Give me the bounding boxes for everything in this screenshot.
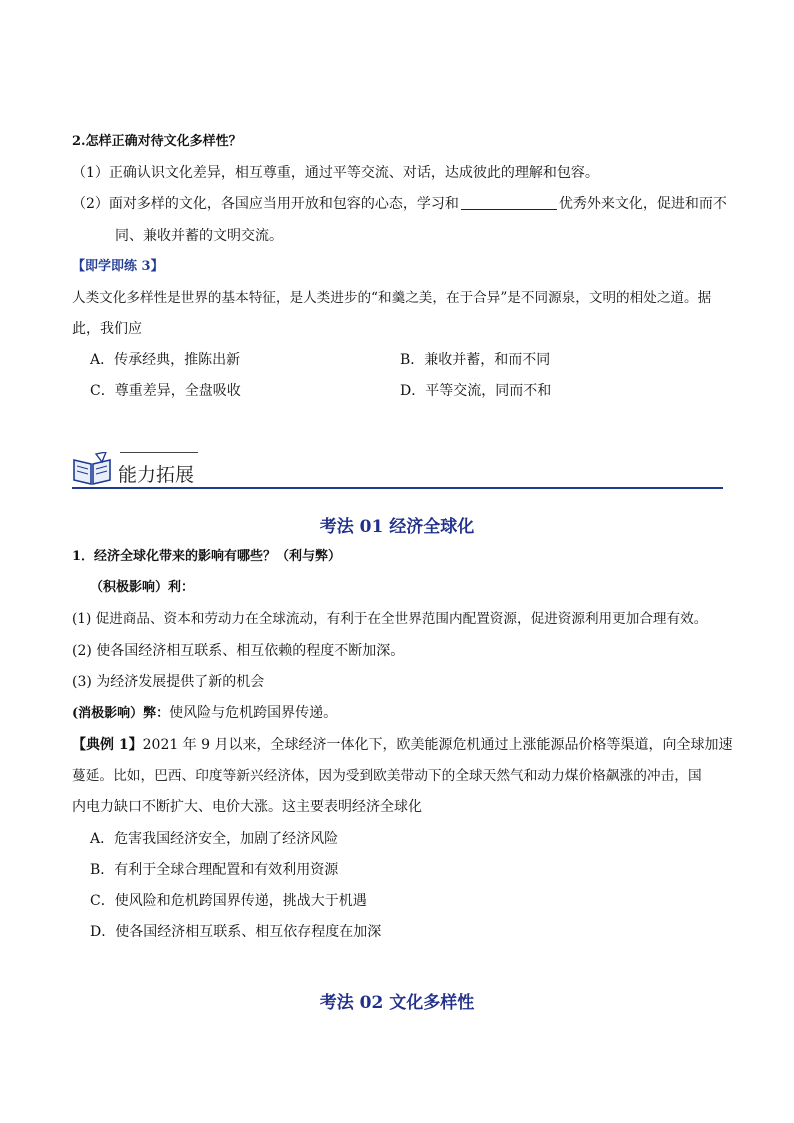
example-1-line-1 xyxy=(72,735,733,755)
fill-in-blank xyxy=(461,195,557,210)
positive-point-2: (2) 使各国经济相互联系、相互依赖的程度不断加深。 xyxy=(72,643,405,659)
section-divider xyxy=(72,487,723,489)
book-icon xyxy=(72,452,112,486)
negative-impact xyxy=(72,703,337,724)
example-1-tag: 【典例 1】 xyxy=(72,737,143,753)
practice-3-option-a: A．传承经典，推陈出新 xyxy=(90,352,241,368)
method-01-heading: 考法 01 经济全球化 xyxy=(319,517,475,537)
practice-3-stem-line-1: 人类文化多样性是世界的基本特征，是人类进步的“和羹之美，在于合异”是不同源泉，文明的相处之道。据 xyxy=(72,290,712,306)
question-2-item-1: （1）正确认识文化差异，相互尊重，通过平等交流、对话，达成彼此的理解和包容。 xyxy=(72,165,599,181)
question-2-title: 2.怎样正确对待文化多样性？ xyxy=(72,134,242,149)
negative-impact-text: 使风险与危机跨国界传递。 xyxy=(169,705,338,721)
question-2-item-2 xyxy=(72,194,727,214)
negative-impact-label: (消极影响）弊： xyxy=(72,706,170,721)
method-01-question: 1．经济全球化带来的影响有哪些？（利与弊） xyxy=(72,549,342,564)
example-1-line-3: 内电力缺口不断扩大、电价大涨。这主要表明经济全球化 xyxy=(72,799,422,815)
practice-3-tag: 【即学即练 3】 xyxy=(72,259,164,274)
example-1-option-a: A．危害我国经济安全，加剧了经济风险 xyxy=(90,831,339,847)
example-1-option-d: D．使各国经济相互联系、相互依存程度在加深 xyxy=(90,924,382,940)
positive-impact-label: （积极影响）利： xyxy=(90,580,195,595)
example-1-line-2: 蔓延。比如，巴西、印度等新兴经济体，因为受到欧美带动下的全球天然气和动力煤价格飙涨的冲击，国 xyxy=(72,768,702,784)
positive-point-3: (3) 为经济发展提供了新的机会 xyxy=(72,674,265,690)
practice-3-stem-line-2: 此，我们应 xyxy=(72,321,142,337)
method-02-heading: 考法 02 文化多样性 xyxy=(319,993,475,1013)
question-2-item-2-continued: 同、兼收并蓄的文明交流。 xyxy=(115,228,283,244)
section-title: 能力拓展 xyxy=(118,464,195,486)
practice-3-option-b: B．兼收并蓄，和而不同 xyxy=(400,352,551,368)
example-1-option-c: C．使风险和危机跨国界传递，挑战大于机遇 xyxy=(90,893,367,909)
item-2-before-blank: （2）面对多样的文化，各国应当用开放和包容的心态，学习和 xyxy=(72,196,459,212)
section-decoration-line xyxy=(120,452,198,453)
example-1-line-1-text: 2021 年 9 月以来，全球经济一体化下，欧美能源危机通过上涨能源品价格等渠道，向全球加速 xyxy=(142,737,733,753)
practice-3-option-c: C．尊重差异，全盘吸收 xyxy=(90,383,241,399)
positive-point-1: (1) 促进商品、资本和劳动力在全球流动，有利于在全世界范围内配置资源，促进资源利用更加合理有效。 xyxy=(72,611,708,627)
practice-3-option-d: D．平等交流，同而不和 xyxy=(400,383,552,399)
item-2-after-blank: 优秀外来文化，促进和而不 xyxy=(558,196,727,212)
example-1-option-b: B．有利于全球合理配置和有效利用资源 xyxy=(90,862,339,878)
